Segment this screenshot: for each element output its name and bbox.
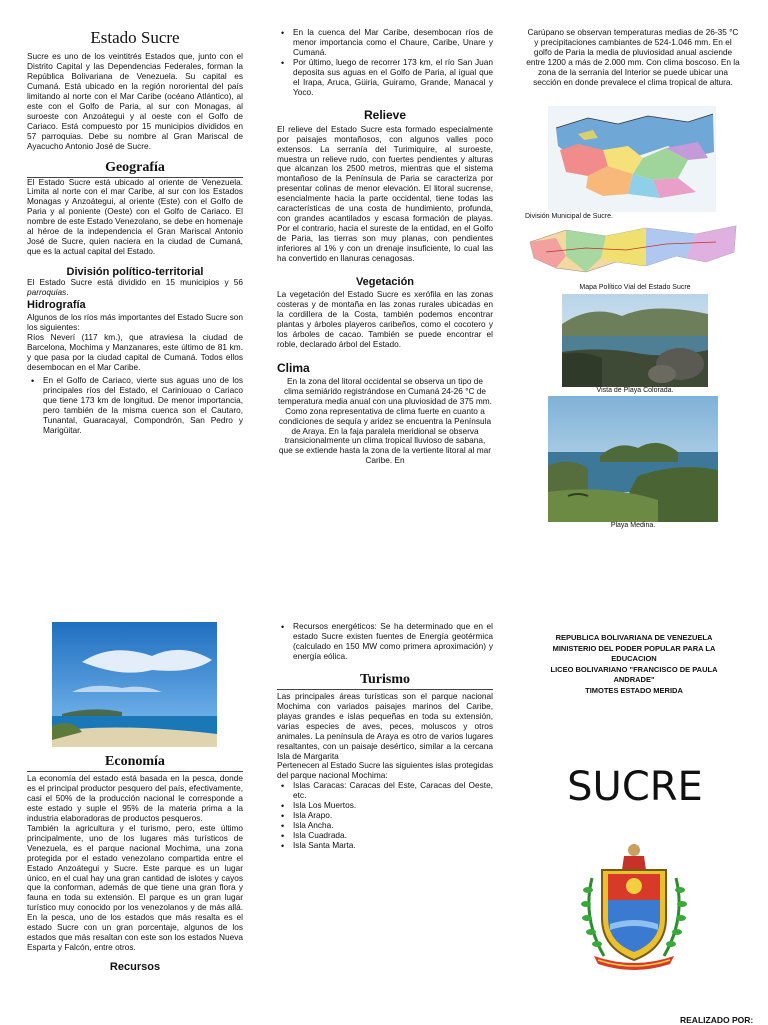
column-2 [277,28,493,466]
list-item: • Isla Santa Marta. [293,841,493,851]
playa-medina-photo [548,396,718,522]
energy-list [277,622,493,662]
turismo-heading: Turismo [277,672,493,690]
realizado-por-label: REALIZADO POR: [680,1015,754,1025]
list-item: • Recursos energéticos: Se ha determinado que en el estado Sucre existen fuentes de Energía geotérmica (calculado en 150 MW como primera aproximación) y energía eólica. [293,622,493,662]
list-item: • Isla Arapo. [293,811,493,821]
page-title: Estado Sucre [90,28,180,47]
cover-header [540,633,728,696]
mapa-politico-vial [526,222,740,282]
list-item: • Por último, luego de recorrer 173 km, el río San Juan deposita sus aguas en el Golfo de Paria, al igual que el Irapa, Aruca, Güiria, Guiramo, Grande, Manacal y Yoco. [293,58,493,98]
geografia-heading: Geografía [27,160,243,178]
cover-title: SUCRE [567,764,703,810]
list-item: • En el Golfo de Cariaco, vierte sus aguas uno de los principales ríos del Estado, el Cariniouao o Cariaco que tiene 173 km de longitud. De menor importancia, pero también de la misma cuenca son el Cautaro, Tunantal, Guaracayal, Compondrón, San Pedro y Marigüitar. [43,376,243,436]
vegetacion-heading: Vegetación [355,276,415,289]
turismo-paragraph: Las principales áreas turísticas son el parque nacional Mochima con variados paisajes marinos del Caribe, playas grandes e islas pequeñas en toda su extensión, varias especies de aves, peces, moluscos y otros animales. La península de Araya es otro de varios lugares resaltantes, con un paisaje desértico, similar a la cercana Isla de Margarita [277,690,493,761]
clima-heading: Clima [277,360,310,375]
economia-paragraph-1: La economía del estado está basada en la pesca, donde es el principal productor pesquero del país, efectivamente, casi el 50% de la producción nacional le corresponde a este estado y suple el 95% de la materia prima a la industria elaboradoras de productos pesqueros. [27,773,243,823]
column-4 [27,754,243,973]
header-line-liceo: LICEO BOLIVARIANO "FRANCISCO DE PAULA ANDRADE" [550,664,718,684]
mapa-politico-caption: Mapa Político Vial del Estado Sucre [579,284,691,291]
column-5 [277,622,493,851]
geografia-paragraph: El Estado Sucre está ubicado al oriente de Venezuela. Limita al norte con el mar Caribe, al sur con los Estados Monagas y Anzoátegui, al oriente (Este) con el Golfo de Paria y al poniente (Oeste) con el Golfo de Cariaco. El nombre de este Estado Venezolano, se debe en homenaje al héroe de la independencia el Gran Mariscal Antonio José de Sucre, quien naciera en la ciudad de Cumaná, que es la actual capital del Estado. [27,176,243,257]
hidrografia-rivers-paragraph: Ríos Neverí (117 km.), que atraviesa la ciudad de Barcelona, Mochima y Manzanares, este último de 81 km. y que pasa por la ciudad capital de Cumaná. Todos ellos desembocan en el Mar Caribe. [27,331,243,372]
economia-paragraph-2: También la agricultura y el turismo, pero, este último principalmente, uno de los lugares más turísticos de Venezuela, es el parque nacional Mochima, una zona protegida por el estado venezolano compartida entre el Estado Anzoátegui y Sucre. Este parque es un lugar único, en el cual hay una gran cantidad de islotes y cayos que la conforman, además de que tiene una gran flora y fauna en toda su extensión. El parque es un gran lugar turístico muy conocido por los venezolanos y de más allá. En la pesca, uno de los estados que más resalta es el estado Sucre con un gran porcentaje, algunos de los estados que más resaltan con este son los estados Nueva Esparta y Falcón, entre otros. [27,822,243,953]
playa-medina-caption: Playa Medina. [610,522,656,529]
beach-landscape-photo [52,622,217,747]
turismo-islands-intro: Pertenecen al Estado Sucre las siguientes islas protegidas del parque nacional Mochima: [277,760,493,781]
list-item: • Isla Cuadrada. [293,831,493,841]
clima-continuation-paragraph: Carúpano se observan temperaturas medias de 26-35 °C y precipitaciones cambiantes de 524-1.046 mm. En el golfo de Paria la media de pluviosidad anual asciende entre 1200 a más de 2.000 mm. Con clima boscoso. En la zona de la serranía del Interior se puede ubicar una sección en donde prevalece el clima tropical de altura. [526,27,740,87]
clima-paragraph: En la zona del litoral occidental se observa un tipo de clima semiárido registrándose en Cumaná 24-26 °C de temperatura media anual con una pluviosidad de 375 mm. Como zona representativa de clima fuerte en cuanto a condiciones de sequía y aridez se encuentra la Península de Araya. En la faja paralela meridional se observa transicionalmente un clima tropical lluvioso de sabana, que se extiende hasta la zona de la vertiente litoral al mar Caribe. En [277,375,492,466]
playa-colorada-photo [562,294,708,387]
hidrografia-heading: Hidrografía [27,299,86,312]
vegetacion-paragraph: La vegetación del Estado Sucre es xerófila en las zonas costeras y de montaña en las zonas rurales ubicadas en la cordillera de la Costa, también podemos encontrar plantas y árboles playeros caribeños, como el cocotero y los árboles de cacao. También se puede encontrar el roble, declarado árbol del Estado. [277,289,493,349]
hidrografia-paragraph: Algunos de los ríos más importantes del Estado Sucre son los siguientes: [27,312,243,333]
coat-of-arms-emblem [574,838,694,972]
column-3 [525,28,741,88]
division-heading: División político-territorial [66,266,204,279]
recursos-heading: Recursos [109,961,161,974]
relieve-heading: Relieve [363,107,407,122]
list-item: • En la cuenca del Mar Caribe, desembocan ríos de menor importancia como el Chaure, Caribe, Unare y Cumaná. [293,28,493,58]
islands-list [277,781,493,851]
list-item: • Isla Los Muertos. [293,801,493,811]
column-1 [27,28,243,436]
header-line-timotes: TIMOTES ESTADO MERIDA [585,685,683,695]
header-line-republica: REPUBLICA BOLIVARIANA DE VENEZUELA [555,633,713,642]
list-item: • Isla Ancha. [293,821,493,831]
rivers-list [277,28,493,98]
relieve-paragraph: El relieve del Estado Sucre esta formado especialmente por paisajes montañosos, con algunos valles poco extensos. La serranía del Turimiquire, al suroeste, muestra un relieve rudo, con fuertes pendientes y alturas que alcanzan los 2500 metros, mientras que el sistema montañoso de la Península de Paria se caracteriza por presentar colinas de menor elevación. El litoral sucrense, esencialmente hacia la parte occidental, tiene todas las características de una costa de hundimiento, profunda, con grandes acantilados y escasa formación de playas. Por el contrario, hacia el sureste de la entidad, en el Golfo de Paria, las tierras son muy planas, con pendientes inferiores al 1% y con un drenaje insuficiente, lo cual las ha convertido en llanuras cenagosas. [277,123,493,264]
header-line-ministerio: MINISTERIO DEL PODER POPULAR PARA LA EDUCACION [552,643,716,663]
playa-colorada-caption: Vista de Playa Colorada. [596,387,674,394]
economia-heading: Economía [27,754,243,772]
division-municipal-map [548,106,716,212]
intro-paragraph: Sucre es uno de los veintitrés Estados que, junto con el Distrito Capital y las Dependencias Federales, forman la República Bolivariana de Venezuela. Su capital es Cumaná. Está ubicado en la región nororiental del país limitando al norte con el Mar Caribe (océano Atlántico), al este con el Golfo de Paria, al sur con Monagas, al suroeste con Anzoátegui y al oeste con el Golfo de Cariaco. Está compuesto por 15 municipios divididos en 57 parroquias. Debe su nombre al Gran Mariscal de Ayacucho Antonio José de Sucre. [27,51,243,151]
division-paragraph: El Estado Sucre está dividido en 15 municipios y 56 parroquias. [27,277,243,298]
division-municipal-caption: División Municipal de Sucre. [525,213,613,220]
hidrografia-list [27,376,243,436]
list-item: • Islas Caracas: Caracas del Este, Caracas del Oeste, etc. [293,781,493,801]
